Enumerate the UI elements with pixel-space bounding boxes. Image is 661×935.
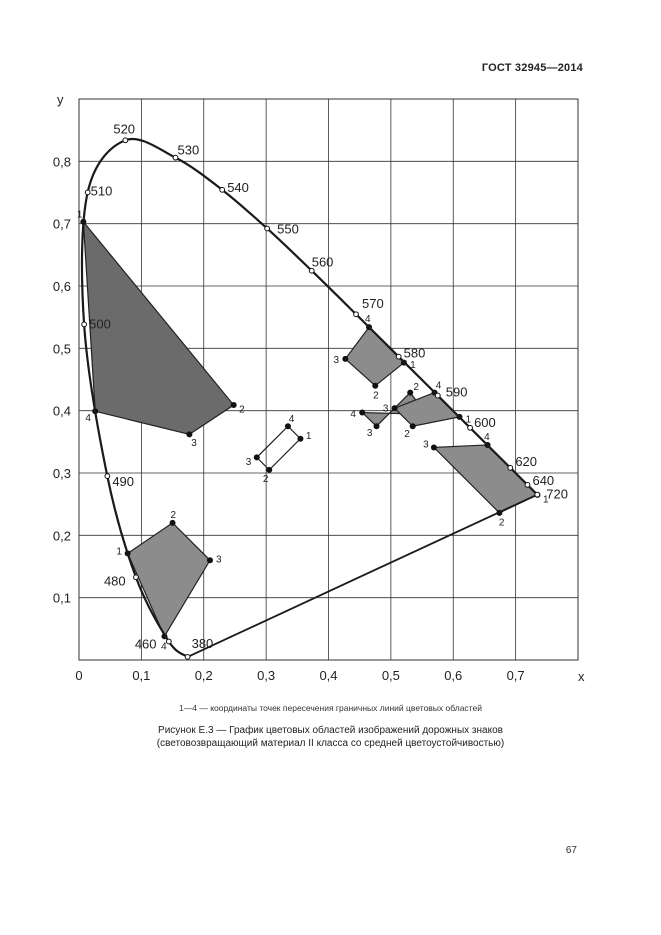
- region-point-label: 1: [542, 494, 549, 506]
- region-point-label: 2: [170, 509, 177, 521]
- wavelength-label: 530: [177, 142, 200, 158]
- x-tick-label: 0,2: [194, 668, 213, 683]
- region-point-marker: [207, 557, 213, 563]
- region-point-label: 1: [116, 546, 122, 558]
- wavelength-marker: [265, 226, 270, 231]
- region-point-marker: [372, 383, 378, 389]
- purple-line: [188, 495, 538, 657]
- wavelength-marker: [134, 575, 139, 580]
- wavelength-marker: [468, 425, 473, 430]
- region-point-label: 2: [262, 474, 269, 486]
- color-region-3: [257, 426, 301, 470]
- wavelength-label: 460: [134, 636, 157, 652]
- region-point-label: 2: [373, 390, 379, 402]
- y-axis-label: y: [57, 92, 64, 107]
- region-point-marker: [231, 402, 237, 408]
- y-tick-label: 0,3: [52, 466, 71, 481]
- y-tick-label: 0,5: [52, 341, 71, 357]
- x-tick-label: 0,5: [381, 668, 400, 683]
- region-point-marker: [297, 436, 303, 442]
- wavelength-label: 490: [112, 474, 135, 490]
- wavelength-marker: [105, 474, 110, 479]
- region-point-label: 1: [305, 431, 312, 443]
- x-tick-label: 0,6: [444, 668, 463, 683]
- caption-line-1: Рисунок Е.3 — График цветовых областей изображений дорожных знаков: [158, 725, 503, 736]
- region-point-label: 3: [382, 403, 389, 415]
- x-axis-label: x: [578, 669, 585, 684]
- wavelength-marker: [220, 187, 225, 192]
- wavelength-label: 560: [311, 254, 334, 270]
- color-region-4: [345, 327, 404, 386]
- region-point-label: 3: [245, 456, 252, 468]
- region-point-label: 3: [216, 554, 222, 566]
- region-point-label: 4: [85, 412, 91, 424]
- wavelength-label: 580: [403, 345, 426, 361]
- figure-note: 1—4 — координаты точек пересечения граничных линий цветовых областей: [179, 703, 482, 713]
- caption-line-2: (световозвращающий материал II класса со средней цветоустойчивостью): [156, 738, 505, 749]
- wavelength-marker: [535, 492, 540, 497]
- region-point-marker: [410, 423, 416, 429]
- wavelength-label: 380: [191, 635, 214, 651]
- region-point-label: 3: [333, 355, 340, 367]
- y-tick-label: 0,8: [52, 154, 71, 170]
- region-point-marker: [374, 423, 380, 429]
- wavelength-label: 550: [277, 221, 299, 237]
- y-tick-label: 0,4: [52, 403, 71, 419]
- x-tick-label: 0,1: [132, 668, 151, 683]
- x-tick-label: 0,4: [319, 668, 338, 683]
- y-tick-label: 0,7: [52, 216, 71, 232]
- wavelength-marker: [185, 654, 190, 659]
- region-point-label: 2: [404, 429, 410, 441]
- y-tick-label: 0,6: [52, 279, 71, 294]
- x-tick-label: 0,3: [257, 668, 276, 683]
- region-point-label: 4: [365, 314, 371, 326]
- region-point-marker: [359, 410, 365, 416]
- wavelength-label: 620: [515, 453, 538, 469]
- x-tick-label: 0: [75, 668, 83, 683]
- region-point-label: 4: [288, 413, 295, 425]
- region-point-marker: [186, 431, 192, 437]
- wavelength-marker: [354, 312, 359, 317]
- region-point-label: 4: [484, 431, 490, 443]
- region-point-label: 1: [76, 209, 83, 221]
- wavelength-label: 600: [474, 414, 496, 430]
- region-point-marker: [266, 467, 272, 473]
- region-point-label: 3: [366, 428, 373, 440]
- wavelength-label: 720: [546, 486, 568, 502]
- y-tick-label: 0,1: [52, 590, 71, 606]
- region-point-marker: [407, 390, 413, 396]
- wavelength-label: 480: [103, 573, 126, 589]
- document-header: ГОСТ 32945—2014: [481, 62, 583, 74]
- region-point-label: 2: [239, 404, 245, 416]
- region-point-label: 3: [423, 439, 429, 451]
- region-point-label: 2: [498, 517, 505, 529]
- wavelength-label: 570: [362, 296, 384, 312]
- color-region-2: [128, 523, 210, 636]
- wavelength-marker: [508, 465, 513, 470]
- wavelength-marker: [396, 354, 401, 359]
- wavelength-marker: [85, 190, 90, 195]
- y-tick-label: 0,2: [52, 528, 71, 544]
- wavelength-label: 510: [90, 183, 113, 199]
- wavelength-marker: [82, 322, 87, 327]
- region-point-marker: [431, 444, 437, 450]
- wavelength-marker: [123, 138, 128, 143]
- wavelength-label: 590: [445, 384, 468, 400]
- region-point-marker: [342, 356, 348, 362]
- region-point-label: 1: [465, 414, 472, 426]
- wavelength-marker: [435, 393, 440, 398]
- region-point-label: 4: [435, 380, 442, 392]
- wavelength-label: 640: [532, 472, 555, 488]
- wavelength-label: 500: [89, 316, 111, 332]
- region-point-label: 1: [410, 359, 416, 371]
- region-point-marker: [254, 454, 260, 460]
- x-tick-label: 0,7: [506, 668, 525, 683]
- region-point-label: 3: [191, 438, 197, 450]
- wavelength-marker: [166, 639, 171, 644]
- region-point-label: 4: [350, 408, 356, 420]
- wavelength-label: 520: [113, 121, 136, 137]
- region-point-marker: [392, 405, 398, 411]
- wavelength-marker: [525, 483, 530, 488]
- page-number: 67: [565, 845, 577, 856]
- wavelength-label: 540: [227, 179, 249, 195]
- region-point-label: 4: [161, 641, 167, 653]
- region-point-label: 2: [413, 381, 419, 393]
- figure-caption: [0, 724, 661, 750]
